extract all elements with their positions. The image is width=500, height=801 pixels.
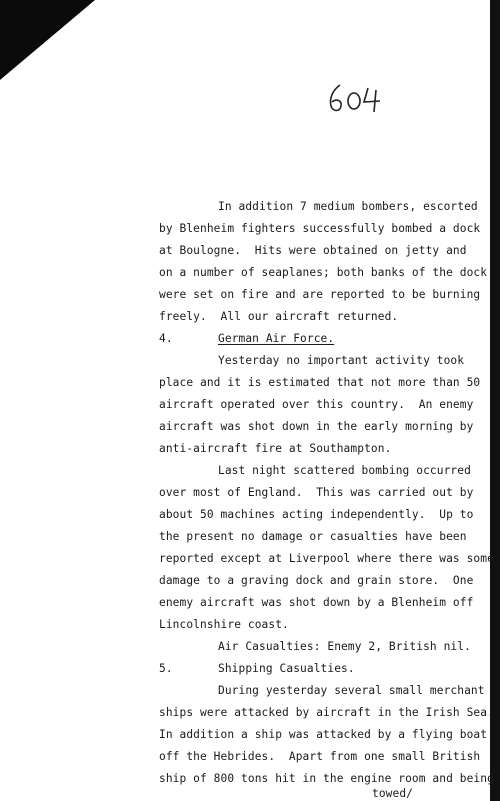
para-1-line-4: on a number of seaplanes; both banks of the dock bbox=[159, 266, 488, 279]
scan-right-edge bbox=[490, 0, 500, 801]
s5-line-2: ships were attacked by aircraft in the Irish Sea. bbox=[159, 706, 494, 719]
s4-line-9: the present no damage or casualties have been bbox=[159, 530, 467, 543]
air-casualties-line: Air Casualties: Enemy 2, British nil. bbox=[218, 640, 471, 653]
s5-line-5: ship of 800 tons hit in the engine room and being bbox=[159, 772, 494, 785]
s5-line-1: During yesterday several small merchant bbox=[218, 684, 485, 697]
s4-line-11: damage to a graving dock and grain store. One bbox=[159, 574, 474, 587]
s4-line-8: about 50 machines acting independently. Up to bbox=[159, 508, 474, 521]
s5-line-3: In addition a ship was attacked by a flying boat bbox=[159, 728, 488, 741]
s4-line-2: place and it is estimated that not more than 50 bbox=[159, 376, 481, 389]
s4-line-10: reported except at Liverpool where there was some bbox=[159, 552, 494, 565]
s4-line-5: anti-aircraft fire at Southampton. bbox=[159, 442, 392, 455]
section-5-number: 5. bbox=[159, 662, 173, 675]
s4-line-7: over most of England. This was carried out by bbox=[159, 486, 474, 499]
s4-line-13: Lincolnshire coast. bbox=[159, 618, 289, 631]
section-4-number: 4. bbox=[159, 332, 173, 345]
catchword: towed/ bbox=[372, 787, 414, 800]
para-1-line-1: In addition 7 medium bombers, escorted bbox=[218, 200, 478, 213]
section-4-heading: German Air Force. bbox=[218, 332, 335, 345]
handwritten-folio-number bbox=[324, 82, 386, 114]
s4-line-3: aircraft operated over this country. An enemy bbox=[159, 398, 474, 411]
para-1-line-2: by Blenheim fighters successfully bombed a dock bbox=[159, 222, 481, 235]
para-1-line-5: were set on fire and are reported to be burning bbox=[159, 288, 481, 301]
scan-corner-fold bbox=[0, 0, 95, 80]
s5-line-4: off the Hebrides. Apart from one small British bbox=[159, 750, 481, 763]
s4-line-12: enemy aircraft was shot down by a Blenheim off bbox=[159, 596, 474, 609]
s4-line-6: Last night scattered bombing occurred bbox=[218, 464, 471, 477]
para-1-line-6: freely. All our aircraft returned. bbox=[159, 310, 399, 323]
s4-line-4: aircraft was shot down in the early morning by bbox=[159, 420, 474, 433]
s4-line-1: Yesterday no important activity took bbox=[218, 354, 465, 367]
section-5-heading: Shipping Casualties. bbox=[218, 662, 355, 675]
para-1-line-3: at Boulogne. Hits were obtained on jetty and bbox=[159, 244, 467, 257]
